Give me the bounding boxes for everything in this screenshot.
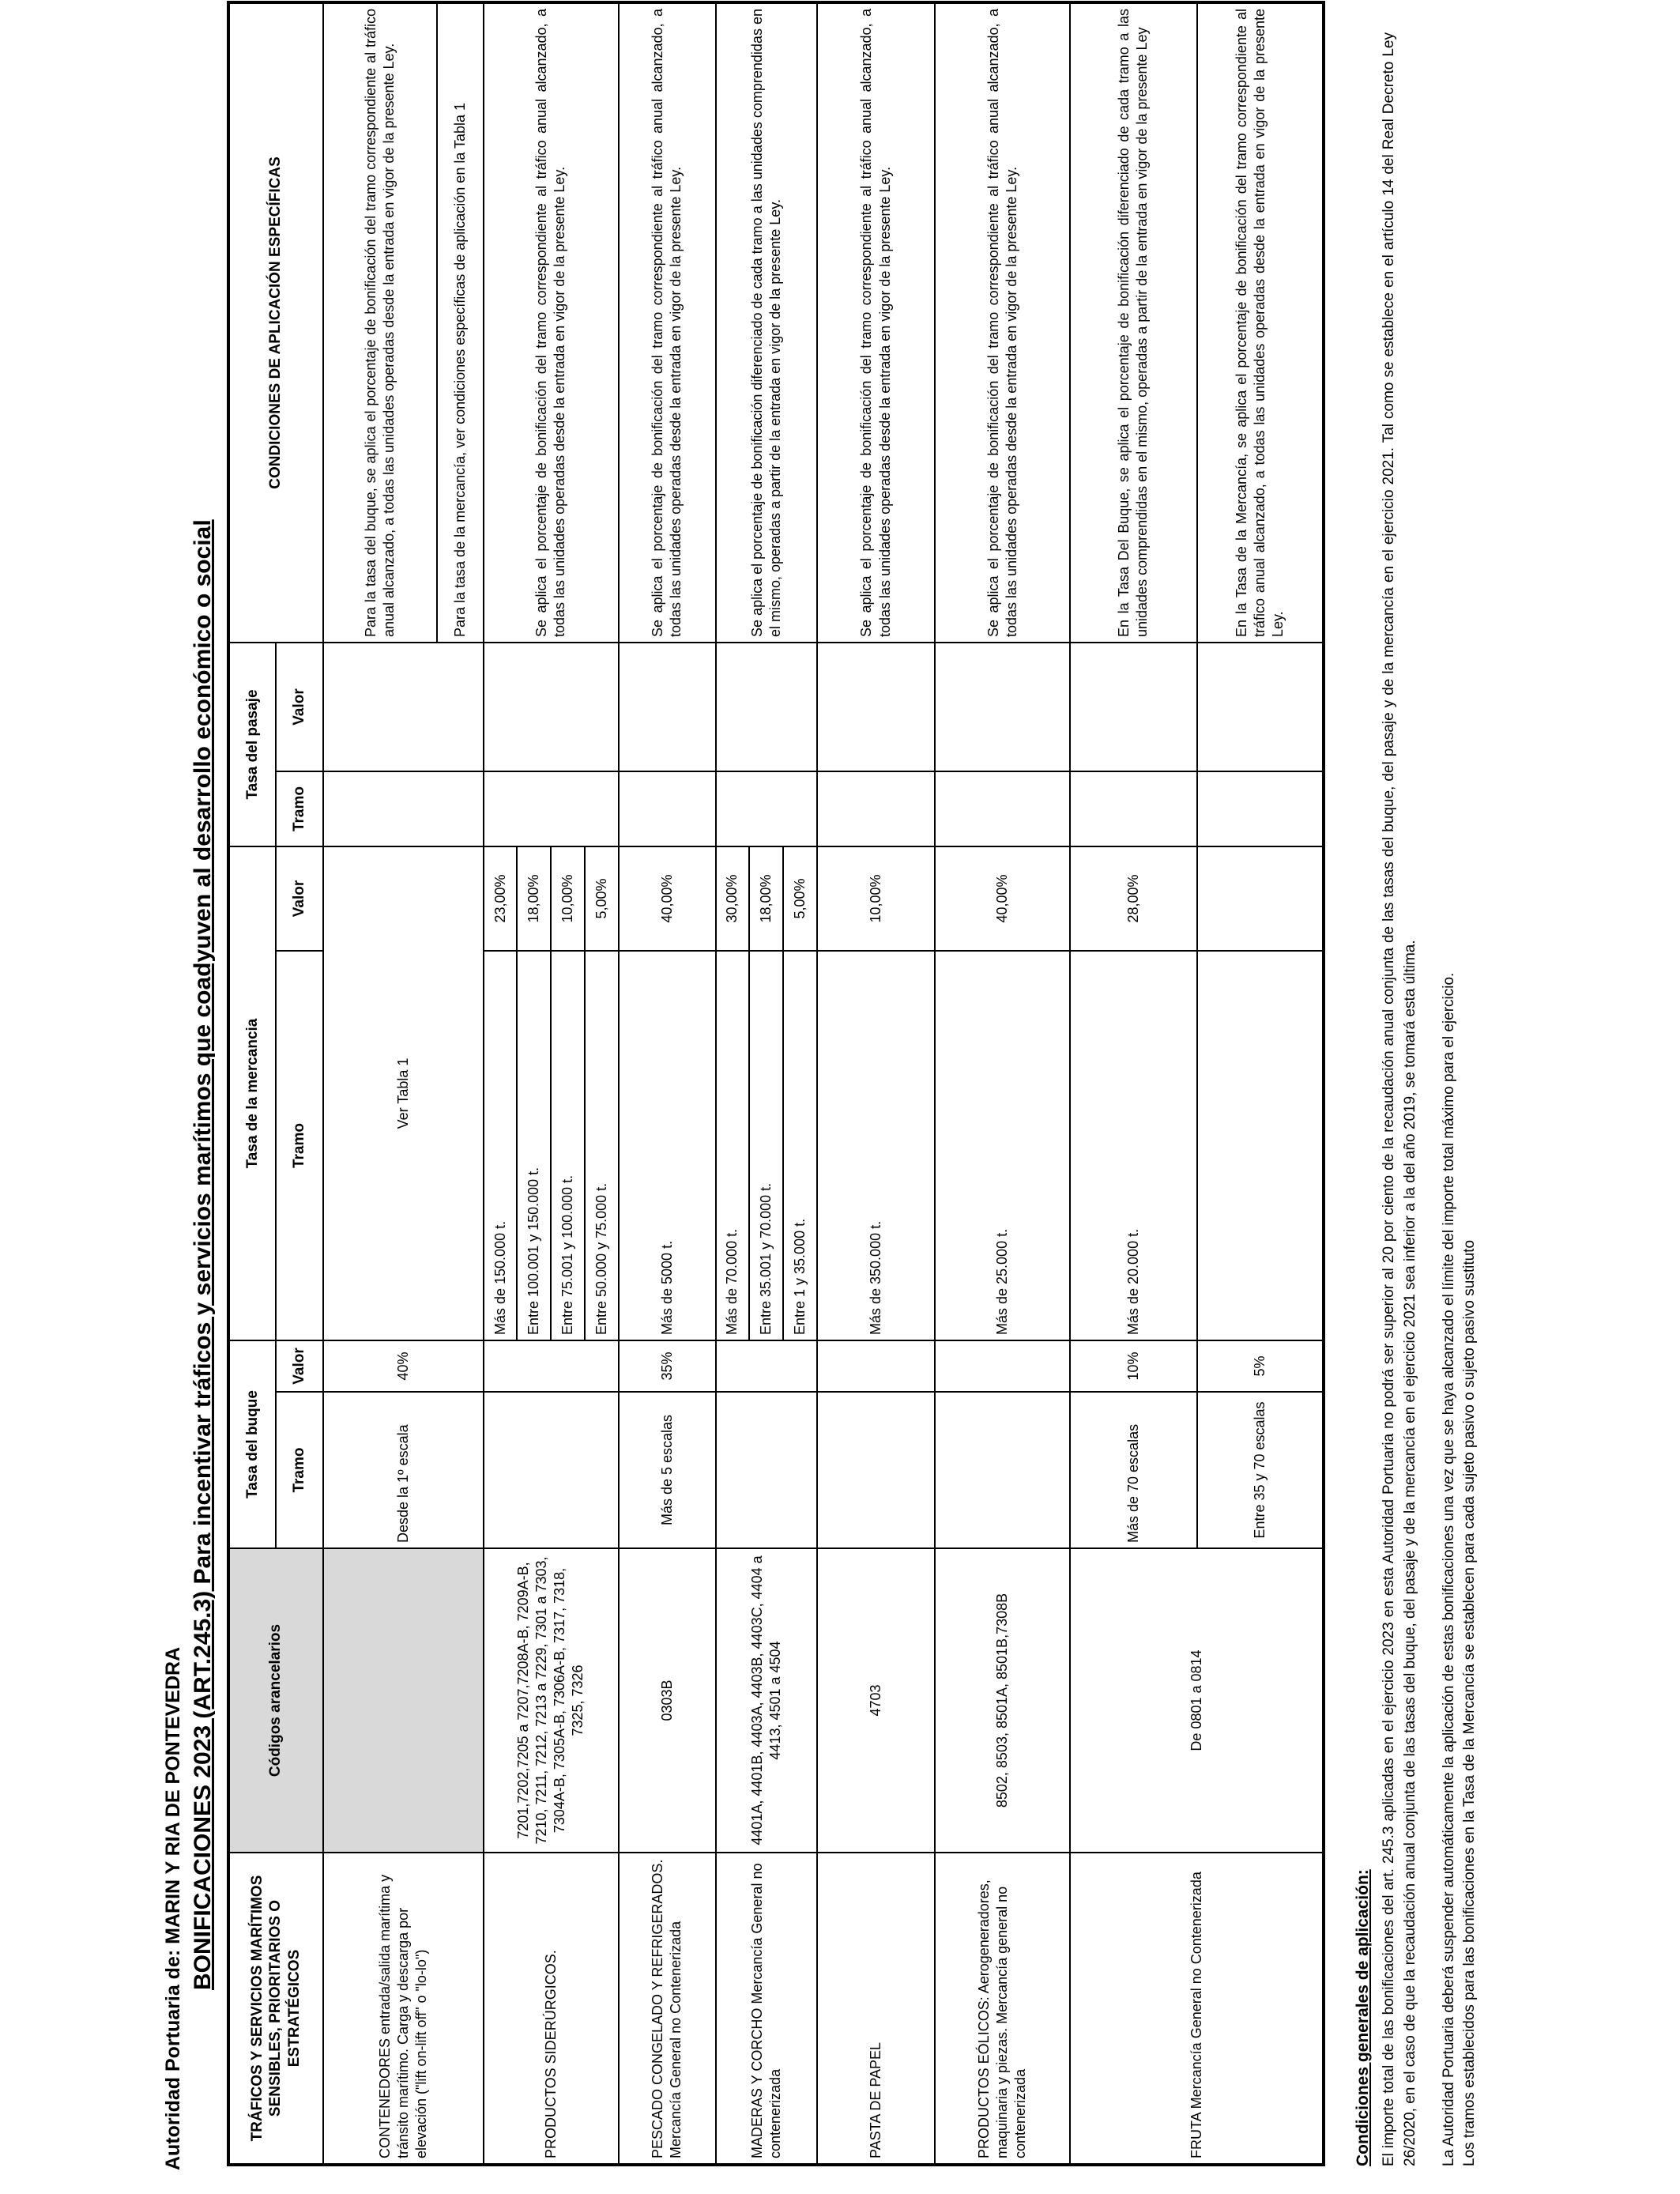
mercancia-valor-cell: 30,00% [716, 846, 750, 951]
mercancia-valor-cell: 18,00% [517, 846, 551, 951]
buque-tramo-cell: Desde la 1º escala [323, 1392, 484, 1548]
trafico-cell: CONTENEDORES entrada/salida marítima y tránsito marítimo. Carga y descarga por elevación ("lift on-lift off" o "lo-lo") [323, 1853, 484, 2165]
mercancia-tramo-cell: Más de 150.000 t. [484, 951, 518, 1340]
trafico-cell: PESCADO CONGELADO Y REFRIGERADOS. Mercancía General no Contenerizada [619, 1853, 716, 2165]
header-condiciones: CONDICIONES DE APLICACIÓN ESPECÍFICAS [228, 2, 323, 643]
general-conditions [1351, 32, 1481, 2166]
mercancia-valor-cell: 23,00% [484, 846, 518, 951]
buque-tramo-cell [716, 1392, 817, 1548]
codigos-cell: 4401A, 4401B, 4403A, 4403B, 4403C, 4404 a 4413, 4501 a 4504 [716, 1548, 817, 1853]
header-pasaje-tramo: Tramo [276, 771, 323, 846]
buque-valor-cell: 5% [1197, 1340, 1324, 1392]
header-traficos: TRÁFICOS Y SERVICIOS MARÍTIMOS SENSIBLES, PRIORITARIOS O ESTRATÉGICOS [228, 1853, 323, 2165]
authority-name: MARIN Y RIA DE PONTEVEDRA [162, 1646, 184, 1944]
pasaje-tramo-cell [1197, 771, 1324, 846]
buque-tramo-cell [484, 1392, 619, 1548]
bonificaciones-table [227, 1, 1325, 2166]
mercancia-valor-cell: 10,00% [817, 846, 936, 951]
header-mercancia-tramo: Tramo [276, 951, 323, 1340]
condiciones-cell: Para la tasa de la mercancía, ver condiciones específicas de aplicación en la Tabla 1 [437, 2, 484, 643]
table-row [1070, 2, 1196, 2165]
pasaje-tramo-cell [817, 771, 936, 846]
pasaje-tramo-cell [935, 771, 1070, 846]
buque-valor-cell: 10% [1070, 1340, 1196, 1392]
condiciones-cell: En la Tasa de la Mercancía, se aplica el porcentaje de bonificación del tramo correspondiente al tráfico anual alcanzado, a todas las unidades operadas desde la entrada en vigor de la presente Ley. [1197, 2, 1324, 643]
buque-tramo-cell [817, 1392, 936, 1548]
general-conditions-heading: Condiciones generales de aplicación: [1354, 1869, 1372, 2166]
document-title: BONIFICACIONES 2023 (ART.245.3) Para incentivar tráficos y servicios marítimos que coadyuven al desarrollo económico o social [190, 519, 216, 1990]
mercancia-valor-cell: 5,00% [783, 846, 817, 951]
buque-tramo-cell: Más de 5 escalas [619, 1392, 716, 1548]
buque-valor-cell: 40% [323, 1340, 484, 1392]
mercancia-valor-cell: 40,00% [619, 846, 716, 951]
pasaje-tramo-cell [1070, 771, 1196, 846]
header-tasa-pasaje: Tasa del pasaje [228, 643, 276, 846]
buque-tramo-cell: Entre 35 y 70 escalas [1197, 1392, 1324, 1548]
buque-valor-cell [716, 1340, 817, 1392]
buque-tramo-cell [935, 1392, 1070, 1548]
trafico-cell: PASTA DE PAPEL [817, 1853, 936, 2165]
mercancia-tramo-cell: Más de 20.000 t. [1070, 951, 1196, 1340]
pasaje-valor-cell [323, 643, 484, 771]
condiciones-cell: Se aplica el porcentaje de bonificación diferenciado de cada tramo a las unidades comprendidas en el mismo, operadas a partir de la entrada en vigor de la presente Ley. [716, 2, 817, 643]
buque-valor-cell: 35% [619, 1340, 716, 1392]
codigos-cell [323, 1548, 484, 1853]
pasaje-valor-cell [935, 643, 1070, 771]
buque-valor-cell [935, 1340, 1070, 1392]
header-codigos: Códigos arancelarios [228, 1548, 323, 1853]
mercancia-tramo-cell: Más de 70.000 t. [716, 951, 750, 1340]
mercancia-valor-cell: 10,00% [551, 846, 585, 951]
mercancia-tramo-cell: Entre 75.001 y 100.000 t. [551, 951, 585, 1340]
table-row [817, 2, 936, 2165]
header-buque-valor: Valor [276, 1340, 323, 1392]
trafico-cell: PRODUCTOS EÓLICOS: Aerogeneradores, maquinaria y piezas. Mercancía general no contenerizada [935, 1853, 1070, 2165]
pasaje-valor-cell [619, 643, 716, 771]
authority-label: Autoridad Portuaria de: [162, 1949, 184, 2170]
pasaje-valor-cell [817, 643, 936, 771]
mercancia-tramo-cell: Más de 350.000 t. [817, 951, 936, 1340]
pasaje-valor-cell [484, 643, 619, 771]
pasaje-tramo-cell [323, 771, 484, 846]
trafico-cell: PRODUCTOS SIDERÚRGICOS. [484, 1853, 619, 2165]
mercancia-valor-cell: 28,00% [1070, 846, 1196, 951]
general-conditions-paragraph: El importe total de las bonificaciones del art. 245.3 aplicadas en el ejercicio 2023 en esta Autoridad Portuaria no podrá ser superior al 20 por ciento de la recaudación anual conjunta de las tasas del buque, del pasaje y de la mercancía en el ejercicio 2021. Tal como se establece en el artículo 14 del Real Decreto Ley 26/2020, en el caso de que la recaudación anual conjunta de las tasas del buque, del pasaje y de la mercancía en el ejercicio 2021 sea inferior a la del año 2019, se tomará esta última. [1381, 32, 1418, 2166]
table-row [484, 2, 518, 2165]
condiciones-cell: Para la tasa del buque, se aplica el porcentaje de bonificación del tramo correspondiente al tráfico anual alcanzado, a todas las unidades operadas desde la entrada en vigor de la presente Ley. [323, 2, 437, 643]
mercancia-tramo-cell: Más de 5000 t. [619, 951, 716, 1340]
mercancia-tramo-cell: Entre 50.000 y 75.000 t. [585, 951, 619, 1340]
condiciones-cell: Se aplica el porcentaje de bonificación del tramo correspondiente al tráfico anual alcanzado, a todas las unidades operadas desde la entrada en vigor de la presente Ley. [484, 2, 619, 643]
condiciones-cell: Se aplica el porcentaje de bonificación del tramo correspondiente al tráfico anual alcanzado, a todas las unidades operadas desde la entrada en vigor de la presente Ley. [935, 2, 1070, 643]
table-row [716, 2, 750, 2165]
header-buque-tramo: Tramo [276, 1392, 323, 1548]
condiciones-cell: En la Tasa Del Buque, se aplica el porcentaje de bonificación diferenciado de cada tramo a las unidades comprendidas en el mismo, operadas a partir de la entrada en vigor de la presente Ley [1070, 2, 1196, 643]
header-mercancia-valor: Valor [276, 846, 323, 951]
codigos-cell: De 0801 a 0814 [1070, 1548, 1324, 1853]
header-tasa-mercancia: Tasa de la mercancia [228, 846, 276, 1340]
table-row [935, 2, 1070, 2165]
table-row [323, 2, 437, 2165]
mercancia-valor-cell [1197, 846, 1324, 951]
mercancia-tramo-cell: Entre 35.001 y 70.000 t. [749, 951, 783, 1340]
codigos-cell: 0303B [619, 1548, 716, 1853]
condiciones-cell: Se aplica el porcentaje de bonificación del tramo correspondiente al tráfico anual alcanzado, a todas las unidades operadas desde la entrada en vigor de la presente Ley. [619, 2, 716, 643]
mercancia-tramo-cell: Más de 25.000 t. [935, 951, 1070, 1340]
mercancia-tramo-cell: Ver Tabla 1 [323, 846, 484, 1340]
mercancia-tramo-cell [1197, 951, 1324, 1340]
table-row [619, 2, 716, 2165]
pasaje-valor-cell [1197, 643, 1324, 771]
pasaje-valor-cell [716, 643, 817, 771]
mercancia-tramo-cell: Entre 100.001 y 150.000 t. [517, 951, 551, 1340]
trafico-cell: FRUTA Mercancía General no Contenerizada [1070, 1853, 1324, 2165]
general-conditions-paragraph: La Autoridad Portuaria deberá suspender automáticamente la aplicación de estas bonificaciones una vez que se haya alcanzado el límite del importe total máximo para el ejercicio. [1440, 972, 1457, 2166]
mercancia-valor-cell: 18,00% [749, 846, 783, 951]
codigos-cell: 8502, 8503, 8501A, 8501B,7308B [935, 1548, 1070, 1853]
buque-valor-cell [817, 1340, 936, 1392]
pasaje-valor-cell [1070, 643, 1196, 771]
general-conditions-paragraph: Los tramos establecidos para las bonificaciones en la Tasa de la Mercancía se establecen para cada sujeto pasivo o sujeto pasivo sustituto [1461, 1239, 1478, 2166]
codigos-cell: 7201,7202,7205 a 7207,7208A-B, 7209A-B, 7210, 7211, 7212, 7213 a 7229, 7301 a 7303, 7304A-B, 7305A-B, 7306A-B, 7317, 7318, 7325, 7326 [484, 1548, 619, 1853]
header-tasa-buque: Tasa del buque [228, 1340, 276, 1548]
header-pasaje-valor: Valor [276, 643, 323, 771]
buque-valor-cell [484, 1340, 619, 1392]
buque-tramo-cell: Más de 70 escalas [1070, 1392, 1196, 1548]
mercancia-tramo-cell: Entre 1 y 35.000 t. [783, 951, 817, 1340]
pasaje-tramo-cell [484, 771, 619, 846]
mercancia-valor-cell: 40,00% [935, 846, 1070, 951]
pasaje-tramo-cell [716, 771, 817, 846]
pasaje-tramo-cell [619, 771, 716, 846]
codigos-cell: 4703 [817, 1548, 936, 1853]
mercancia-valor-cell: 5,00% [585, 846, 619, 951]
condiciones-cell: Se aplica el porcentaje de bonificación del tramo correspondiente al tráfico anual alcanzado, a todas las unidades operadas desde la entrada en vigor de la presente Ley. [817, 2, 936, 643]
authority-line [162, 1647, 185, 2170]
trafico-cell: MADERAS Y CORCHO Mercancía General no contenerizada [716, 1853, 817, 2165]
